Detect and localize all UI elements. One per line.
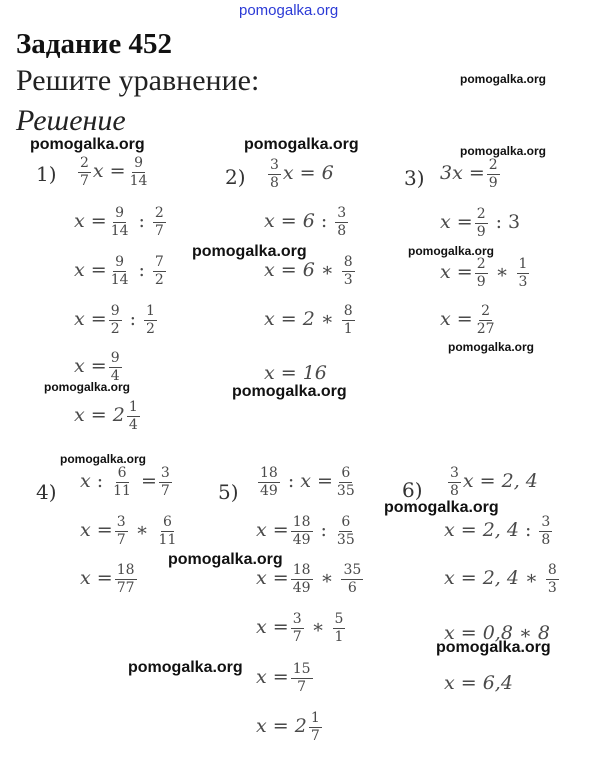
fraction [153, 255, 166, 287]
numerator: 6 [117, 465, 127, 481]
watermark: pomogalka.org [30, 136, 145, 153]
fraction [109, 304, 122, 336]
denominator: 14 [110, 222, 129, 239]
denominator: 4 [110, 367, 120, 384]
denominator: 11 [113, 482, 131, 499]
operator: ∗ [320, 259, 334, 282]
fraction [335, 466, 357, 498]
denominator: 8 [337, 222, 347, 239]
denominator: 7 [292, 628, 302, 645]
numerator: 9 [110, 350, 120, 366]
numerator: 15 [292, 661, 311, 677]
equation-line [256, 515, 359, 547]
expression-text: x = 6 [264, 259, 315, 282]
operator: ∗ [135, 519, 149, 542]
expression-text: x = 0,8 ∗ 8 [444, 622, 551, 644]
numerator: 3 [337, 205, 347, 221]
expression-text: x = 2, 4 [444, 519, 519, 542]
operator: ∗ [320, 308, 334, 331]
fraction [109, 255, 131, 287]
solution-label: Решение [16, 104, 126, 137]
fraction [127, 400, 140, 432]
denominator: 7 [310, 727, 320, 744]
fraction [539, 515, 552, 547]
fraction [291, 515, 313, 547]
fraction [128, 156, 150, 188]
operator: : [138, 210, 145, 233]
equation-line [446, 466, 538, 498]
equation-line [74, 255, 168, 287]
numerator: 6 [162, 514, 172, 530]
expression-text: = [134, 470, 157, 493]
fraction [341, 563, 363, 595]
expression-text: 3x = [440, 162, 485, 185]
equation-line [256, 662, 315, 694]
expression-text: x = [80, 567, 113, 590]
numerator: 3 [541, 514, 551, 530]
expression-text: x = 2 [264, 308, 315, 331]
denominator: 7 [297, 678, 307, 695]
fraction [291, 612, 304, 644]
fraction [448, 466, 461, 498]
numerator: 1 [310, 710, 320, 726]
page-title: Задание 452 [16, 28, 173, 60]
problem-1-label: 1) [36, 162, 57, 186]
numerator: 7 [154, 254, 164, 270]
fraction [144, 304, 157, 336]
denominator: 7 [154, 222, 164, 239]
numerator: 9 [134, 155, 143, 171]
operator: : 3 [495, 211, 521, 234]
watermark: pomogalka.org [436, 639, 551, 656]
expression-text: x = [74, 210, 107, 233]
expression-text: x = [74, 355, 107, 378]
denominator: 9 [476, 223, 486, 240]
denominator: 4 [128, 416, 138, 433]
numerator: 2 [476, 206, 486, 222]
expression-text: x = [74, 308, 107, 331]
expression-text: x = 6,4 [444, 672, 513, 694]
operator: ∗ [320, 567, 334, 590]
equation-line [74, 351, 124, 383]
fraction [109, 206, 131, 238]
problem-2-label: 2) [225, 165, 246, 189]
expression-text: x = [256, 567, 289, 590]
equation-line [74, 206, 168, 238]
equation-line [444, 672, 513, 694]
numerator: 6 [341, 465, 351, 481]
expression-text: x [80, 470, 91, 493]
fraction [475, 257, 488, 289]
expression-text: x = 16 [264, 362, 327, 384]
equation-line [74, 304, 159, 336]
expression-text: x = [440, 261, 473, 284]
problem-5-label: 5) [218, 480, 239, 504]
watermark: pomogalka.org [460, 144, 547, 158]
fraction [475, 207, 488, 239]
equation-line [264, 206, 350, 238]
operator: : [320, 210, 328, 233]
equation-line [256, 466, 359, 498]
denominator: 11 [158, 531, 177, 548]
expression-text: x = 2 [74, 404, 125, 427]
fraction [109, 351, 122, 383]
denominator: 27 [476, 320, 495, 337]
denominator: 2 [110, 320, 120, 337]
equation-line [444, 563, 561, 595]
denominator: 1 [334, 628, 344, 645]
equation-line [440, 304, 499, 336]
denominator: 49 [260, 482, 278, 499]
numerator: 18 [292, 562, 311, 578]
fraction [333, 612, 346, 644]
fraction [291, 662, 313, 694]
denominator: 3 [547, 579, 557, 596]
denominator: 7 [116, 531, 126, 548]
watermark: pomogalka.org [128, 659, 243, 676]
expression-text: x = [92, 160, 126, 183]
numerator: 1 [518, 256, 528, 272]
denominator: 14 [110, 271, 129, 288]
expression-text: x = [74, 259, 107, 282]
watermark: pomogalka.org [244, 136, 359, 153]
expression-text: x = [80, 519, 113, 542]
problem-6-label: 6) [402, 478, 423, 502]
numerator: 8 [547, 562, 557, 578]
watermark: pomogalka.org [168, 551, 283, 568]
denominator: 7 [80, 172, 89, 189]
fraction [153, 206, 166, 238]
operator: : [524, 519, 532, 542]
operator: : [320, 519, 327, 542]
numerator: 6 [341, 514, 351, 530]
fraction [335, 515, 357, 547]
numerator: 2 [80, 155, 89, 171]
equation-line [74, 400, 142, 432]
equation-line [80, 515, 180, 547]
equation-line [264, 362, 327, 384]
expression-text: x = [440, 211, 473, 234]
denominator: 2 [154, 271, 164, 288]
equation-line [440, 257, 531, 289]
denominator: 49 [292, 531, 311, 548]
numerator: 1 [128, 399, 138, 415]
watermark: pomogalka.org [60, 452, 147, 466]
denominator: 14 [129, 172, 148, 189]
fraction [342, 304, 355, 336]
watermark: pomogalka.org [44, 380, 131, 394]
equation-line [444, 515, 554, 547]
equation-line [440, 158, 502, 190]
equation-line [80, 563, 139, 595]
numerator: 18 [116, 562, 135, 578]
numerator: 18 [292, 514, 311, 530]
denominator: 9 [476, 273, 486, 290]
fraction [487, 158, 500, 190]
numerator: 9 [110, 303, 120, 319]
equation-line [264, 304, 357, 336]
operator: ∗ [311, 616, 325, 639]
watermark: pomogalka.org [232, 383, 347, 400]
operator: : [138, 259, 145, 282]
fraction [115, 563, 137, 595]
numerator: 18 [260, 465, 278, 481]
fraction [309, 711, 322, 743]
fraction [115, 515, 128, 547]
denominator: 35 [336, 531, 355, 548]
equation-line [256, 711, 324, 743]
numerator: 2 [488, 157, 498, 173]
numerator: 9 [115, 205, 125, 221]
denominator: 77 [116, 579, 135, 596]
denominator: 49 [292, 579, 311, 596]
expression-text: x = 6 [282, 162, 334, 185]
denominator: 3 [518, 273, 528, 290]
denominator: 8 [450, 482, 459, 499]
fraction [157, 515, 179, 547]
denominator: 6 [347, 579, 357, 596]
equation-line [80, 466, 174, 498]
numerator: 2 [154, 205, 164, 221]
watermark: pomogalka.org [192, 243, 307, 260]
expression-text: x = [440, 308, 473, 331]
denominator: 9 [488, 174, 498, 191]
fraction [159, 466, 172, 498]
expression-text: x = 2 [256, 715, 307, 738]
operator: : [287, 470, 295, 493]
operator: ∗ [495, 261, 509, 284]
task-subtitle: Решите уравнение: [16, 64, 260, 97]
fraction [258, 466, 280, 498]
operator: ∗ [524, 567, 538, 590]
operator: : [96, 470, 104, 493]
numerator: 3 [160, 465, 170, 481]
fraction [342, 255, 355, 287]
numerator: 3 [450, 465, 459, 481]
numerator: 3 [116, 514, 126, 530]
denominator: 8 [270, 174, 279, 191]
watermark: pomogalka.org [448, 340, 535, 354]
fraction [517, 257, 530, 289]
watermark: pomogalka.org [460, 72, 547, 86]
numerator: 3 [292, 611, 302, 627]
fraction [111, 466, 133, 498]
expression-text: x = 2, 4 [444, 567, 519, 590]
fraction [335, 206, 348, 238]
fraction [291, 563, 313, 595]
numerator: 5 [334, 611, 344, 627]
problem-3-label: 3) [404, 166, 425, 190]
fraction [78, 156, 91, 188]
numerator: 2 [481, 303, 491, 319]
fraction [268, 158, 281, 190]
denominator: 3 [343, 271, 353, 288]
equation-line [256, 612, 347, 644]
expression-text: x = 2, 4 [462, 470, 538, 493]
numerator: 2 [476, 256, 486, 272]
numerator: 3 [270, 157, 279, 173]
header-watermark: pomogalka.org [239, 2, 339, 19]
equation-line [76, 156, 151, 188]
numerator: 8 [343, 254, 353, 270]
equation-line [266, 158, 334, 190]
fraction [475, 304, 497, 336]
watermark: pomogalka.org [384, 499, 499, 516]
operator: : [129, 308, 137, 331]
problem-4-label: 4) [36, 480, 57, 504]
denominator: 35 [336, 482, 355, 499]
expression-text: x = [256, 666, 289, 689]
denominator: 8 [541, 531, 551, 548]
numerator: 9 [115, 254, 125, 270]
numerator: 1 [146, 303, 155, 319]
denominator: 1 [343, 320, 353, 337]
denominator: 2 [146, 320, 155, 337]
fraction [546, 563, 559, 595]
watermark: pomogalka.org [408, 244, 495, 258]
denominator: 7 [160, 482, 170, 499]
numerator: 35 [343, 562, 362, 578]
expression-text: x = [300, 470, 333, 493]
expression-text: x = [256, 616, 289, 639]
numerator: 8 [343, 303, 353, 319]
equation-line [440, 207, 526, 239]
expression-text: x = 6 [264, 210, 315, 233]
expression-text: x = [256, 519, 289, 542]
